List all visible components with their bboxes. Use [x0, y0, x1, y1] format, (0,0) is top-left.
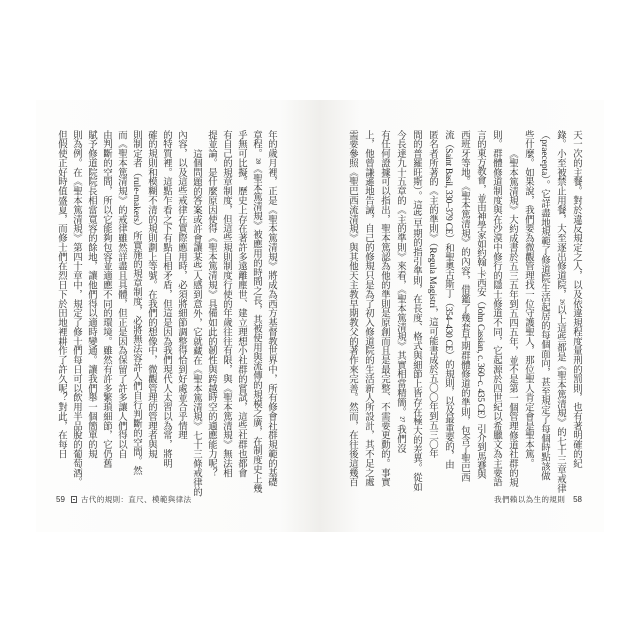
left-page-footer — [56, 493, 191, 505]
text-column: 天一次的主餐。對於違反規定之人，以及依違規程度量刑的罰則，也有著明確的紀 — [571, 130, 581, 469]
running-title: 古代的規則：直尺、模範與律法 — [80, 494, 192, 504]
text-column: 流（Saint Basil, 330–379 CE）和聖奧古斯丁（354–430 CE）的規則，以及最重要的，由 — [443, 130, 453, 470]
text-column: 今長達九十五章的《主的準則》來看，《聖本篤清規》其實相當精簡。²⁷ 我們沒 — [395, 130, 405, 453]
running-title: 我們賴以為生的規則 — [494, 494, 566, 504]
text-column: 但假使正好時值盛夏，而修士們在烈日下於田地裡耕作了許久呢？對此，在每日 — [56, 130, 66, 459]
text-column: 些什麼。如果說，我們要為微觀管理找一位守護聖人，那位聖人肯定會是聖本篤。 — [523, 130, 533, 469]
text-column: 提並論。是什麼原因使得《聖本篤清規》具備如此的韌性與跨越時空的適應能力呢？ — [206, 130, 216, 478]
text-column: 內容，以及這些戒律在實際應用時，必須將細節調整得恰到好處並合乎情理 — [176, 130, 186, 440]
text-column: 上，他曾謙遜地告誡，自己的修規只是為了初入修道院的生活新人所設計，其不足之處 — [363, 130, 373, 487]
text-column: （praecepta）。它詳盡地規範了修道院生活起居的每個面向，甚至規定了每個時點該做 — [539, 130, 549, 481]
text-column: 由判斷的空間，所以它能夠包容並適應不同的環境。雖然有許多繁瑣細節，它仍舊 — [101, 130, 111, 469]
text-column: 確的規則和模糊不清的規則劃上等號。在我們的想像中，微觀管理的管理者與規 — [146, 130, 156, 459]
text-column: 有任何證據可以指出，聖本篤認為他的準則是原創而且是最完整、不需要更動的。事實 — [379, 130, 389, 487]
text-column: 有自己的規章制度，但這些規則制度行使的年歲往往有限，與《聖本篤清規》無法相 — [221, 130, 231, 478]
text-column: 間的普羅旺斯）。這些早期的指引準則，在長度、格式與細節上皆存在極大的差異。從如 — [411, 130, 421, 492]
text-column: 錄。小至被禁止用餐，大至逐出修道院，²⁶以上這些都是《聖本篤清規》的七十三章戒律 — [555, 130, 565, 493]
page-number: 58 — [573, 494, 582, 504]
text-column: 乎無可比擬。歷史上存在著許多遠離塵世、建立理想小社群的嘗試，這些社群也都會 — [236, 130, 246, 478]
text-column: 需要參照《聖巴西流清規》與其他天主教早期教父的著作來完善。然而，在往後這幾百 — [347, 130, 357, 487]
text-column: 匿名者所著的《主的準則》（Regula Magistri，這可能書成於五〇〇年到五三〇年 — [427, 130, 437, 459]
text-column: 則。群體修道制度與在沙漠中修行的隱士修道不同，它起源於四世紀以希臘文為主要語 — [491, 130, 501, 487]
text-column: 年的歲月裡，正是《聖本篤清規》將成為西方基督教世界中，所有修會社群規範的基礎 — [266, 130, 276, 487]
text-column: 則制定者（rule-makers）所實施的規章制度，必將無法容許人們自行判斷的空間。然 — [131, 130, 141, 476]
book-icon — [71, 496, 77, 503]
page-number: 59 — [56, 494, 65, 504]
paragraph-start-column: 《聖本篤清規》大約成書於五三五年到五四五年，並不是第一個管理修道社群的規 — [507, 148, 517, 487]
text-column: 則為例。在《聖本篤清規》第四十章中，規定了修士們每日可以飲用半品脫的葡萄酒。 — [71, 130, 81, 487]
left-page-body-text — [53, 130, 278, 497]
right-page-footer — [494, 493, 582, 505]
text-column: 西班牙等地。《聖本篤清規》的內容，借鑑了幾套早期群體修道的準則，包含了聖巴西 — [459, 130, 469, 483]
right-page-body-text — [344, 130, 584, 492]
text-column: 言的東方教會，並由神學家如約翰‧卡西安（John Cassian, c. 360–c. 435 CE）引介到馬賽與 — [475, 130, 485, 479]
text-column: 而《聖本篤清規》的戒律雖然詳盡且具體，但正是因為保留了許多讓人們得以自 — [116, 130, 126, 459]
text-column: 章程。²⁸《聖本篤清規》被應用的時間之長，其被使用與流傳的規模之廣，在制度史上幾 — [251, 130, 261, 493]
paragraph-start-column: 這個問題的答案或許會讓某些人感到意外，它就藏在《聖本篤清規》七十三條戒律的 — [191, 148, 201, 497]
text-column: 的特質裡。這點乍看之下有點自相矛盾，但這是因為我們現代人太習以為常，將明 — [161, 130, 171, 469]
text-column: 賦予修道院院長相當寬容的餘地，讓他們得以適時變通。讓我們舉一個簡單的規 — [86, 130, 96, 459]
